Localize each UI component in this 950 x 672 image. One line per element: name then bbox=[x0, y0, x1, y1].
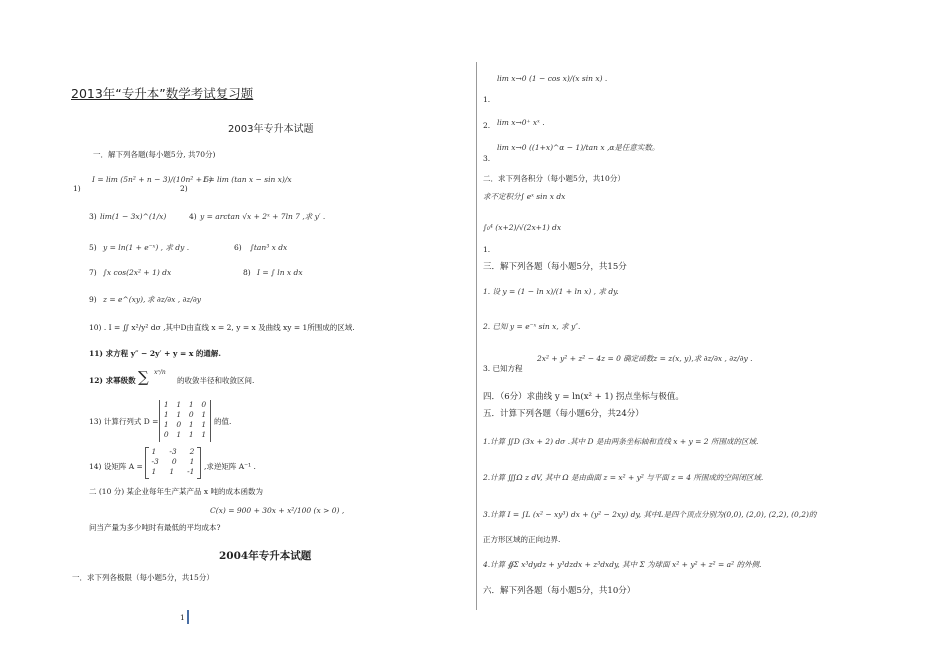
q5-number: 5) bbox=[89, 243, 97, 252]
q1-expression: I = lim (5n² + n − 3)/(10n² + 5) bbox=[92, 175, 213, 184]
q12-prefix: 12) 求幂级数 bbox=[89, 376, 136, 385]
det-row: 1 0 1 1 bbox=[163, 420, 207, 429]
limit-3: lim x→0 ((1+x)^α − 1)/tan x ,α是任意实数。 bbox=[497, 143, 660, 152]
q6-number: 6) bbox=[234, 243, 242, 252]
section-2004-part1: 一．求下列各极限（每小题5分，共15分） bbox=[72, 573, 214, 582]
page-number: 1 bbox=[180, 613, 185, 622]
matrix-row: 1 -3 2 bbox=[151, 447, 195, 456]
matrix-row: 1 1 -1 bbox=[151, 467, 195, 476]
main-title: 2013年“专升本”数学考试复习题 bbox=[71, 86, 254, 101]
q2-expression: I = lim (tan x − sin x)/x bbox=[203, 175, 292, 184]
cost-function: C(x) = 900 + 30x + x²/100 (x > 0) , bbox=[210, 506, 345, 515]
inverse-matrix bbox=[145, 447, 201, 479]
q3-expression: lim(1 − 3x)^(1/x) bbox=[100, 212, 167, 221]
part2-integrals: 二．求下列各积分（每小题5分，共10分） bbox=[483, 174, 625, 183]
section-2004-title: 2004年专升本试题 bbox=[219, 550, 312, 562]
q14-prefix: 14) 设矩阵 A = bbox=[89, 462, 143, 471]
part5-q3-cont: 正方形区域的正向边界. bbox=[483, 535, 561, 544]
q4-expression: y = arctan √x + 2ˣ + 7ln 7 ,求 y′ . bbox=[200, 212, 326, 221]
part6-title: 六．解下列各题（每小题5分，共10分） bbox=[483, 586, 636, 596]
part2-text: 二 (10 分) 某企业每年生产某产品 x 吨的成本函数为 bbox=[89, 487, 264, 496]
q12-term: xⁿ/n bbox=[154, 369, 166, 376]
section-2003-part1: 一．解下列各题(每小题5分, 共70分) bbox=[93, 150, 216, 159]
definite-integral: ∫₀⁴ (x+2)/√(2x+1) dx bbox=[483, 223, 562, 232]
part3-q3-equation: 2x² + y² + z² − 4z = 0 确定函数z = z(x, y),求 ∂z/∂x , ∂z/∂y . bbox=[537, 354, 753, 363]
q2-number: 2) bbox=[180, 184, 188, 193]
det-row: 1 1 1 0 bbox=[163, 400, 207, 409]
matrix-row: -3 0 1 bbox=[151, 457, 195, 466]
q7-expression: ∫x cos(2x² + 1) dx bbox=[103, 268, 172, 277]
q4-number: 4) bbox=[189, 212, 197, 221]
q1-number: 1) bbox=[73, 184, 81, 193]
q13-suffix: 的值. bbox=[214, 417, 232, 426]
q5-expression: y = ln(1 + e⁻ˣ) , 求 dy . bbox=[103, 243, 190, 252]
determinant-matrix bbox=[159, 400, 211, 442]
indefinite-integral: 求不定积分∫ eˣ sin x dx bbox=[483, 192, 566, 201]
item-number: 2. bbox=[483, 121, 491, 130]
limit-2: lim x→0⁺ xˣ . bbox=[497, 118, 545, 127]
q10-text: 10) . I = ∬ x²/y² dσ ,其中D由直线 x = 2, y = x 及曲线 xy = 1所围成的区域. bbox=[89, 323, 355, 332]
q8-expression: I = ∫ ln x dx bbox=[257, 268, 303, 277]
q3-number: 3) bbox=[89, 212, 97, 221]
part3-q1: 1. 设 y = (1 − ln x)/(1 + ln x) , 求 dy. bbox=[483, 287, 619, 296]
part3-q2: 2. 已知 y = e⁻ˣ sin x, 求 y″. bbox=[483, 322, 581, 331]
summation-icon: ∑ bbox=[138, 368, 149, 386]
part5-q4: 4.计算 ∯Σ x³dydz + y³dzdx + z³dxdy, 其中 Σ 为球面 x² + y² + z² = a² 的外侧. bbox=[483, 560, 762, 569]
part3-q3: 3. 已知方程 bbox=[483, 364, 523, 373]
part2-question: 问当产量为多少吨时有最低的平均成本? bbox=[89, 523, 221, 532]
part5-q1: 1.计算 ∬D (3x + 2) dσ .其中 D 是由两条坐标轴和直线 x + y = 2 所围成的区域. bbox=[483, 437, 759, 446]
q8-number: 8) bbox=[243, 268, 251, 277]
part5-title: 五．计算下列各题（每小题6分，共24分） bbox=[483, 409, 644, 419]
q12-suffix: 的收敛半径和收敛区间. bbox=[177, 376, 255, 385]
det-row: 1 1 0 1 bbox=[163, 410, 207, 419]
section-2003-title: 2003年专升本试题 bbox=[228, 124, 314, 135]
part4-text: 四．（6分）求曲线 y = ln(x² + 1) 拐点坐标与极值。 bbox=[483, 392, 684, 402]
page-number-marker bbox=[187, 610, 189, 624]
item-number: 1. bbox=[483, 95, 491, 104]
q9-number: 9) bbox=[89, 295, 97, 304]
item-number: 1. bbox=[483, 245, 491, 254]
part5-q2: 2.计算 ∭Ω z dV, 其中 Ω 是由曲面 z = x² + y² 与平面 z = 4 所围成的空间闭区域. bbox=[483, 473, 764, 482]
q14-suffix: ,求逆矩阵 A⁻¹ . bbox=[204, 462, 256, 471]
part3-title: 三．解下列各题（每小题5分，共15分 bbox=[483, 262, 627, 272]
column-divider bbox=[476, 62, 477, 610]
part5-q3: 3.计算 I = ∫L (x² − xy³) dx + (y² − 2xy) dy, 其中L是四个顶点分别为(0,0), (2,0), (2,2), (0,2)的 bbox=[483, 510, 817, 519]
q7-number: 7) bbox=[89, 268, 97, 277]
q9-expression: z = e^(xy), bbox=[103, 295, 146, 304]
item-number: 3. bbox=[483, 154, 491, 163]
det-row: 0 1 1 1 bbox=[163, 430, 207, 439]
q13-prefix: 13) 计算行列式 D = bbox=[89, 417, 159, 426]
q6-expression: ∫tan³ x dx bbox=[250, 243, 288, 252]
limit-1: lim x→0 (1 − cos x)/(x sin x) . bbox=[497, 74, 608, 83]
q9-partials: 求 ∂z/∂x , ∂z/∂y bbox=[147, 295, 201, 304]
q11-text: 11) 求方程 y″ − 2y′ + y = x 的通解. bbox=[89, 349, 222, 358]
